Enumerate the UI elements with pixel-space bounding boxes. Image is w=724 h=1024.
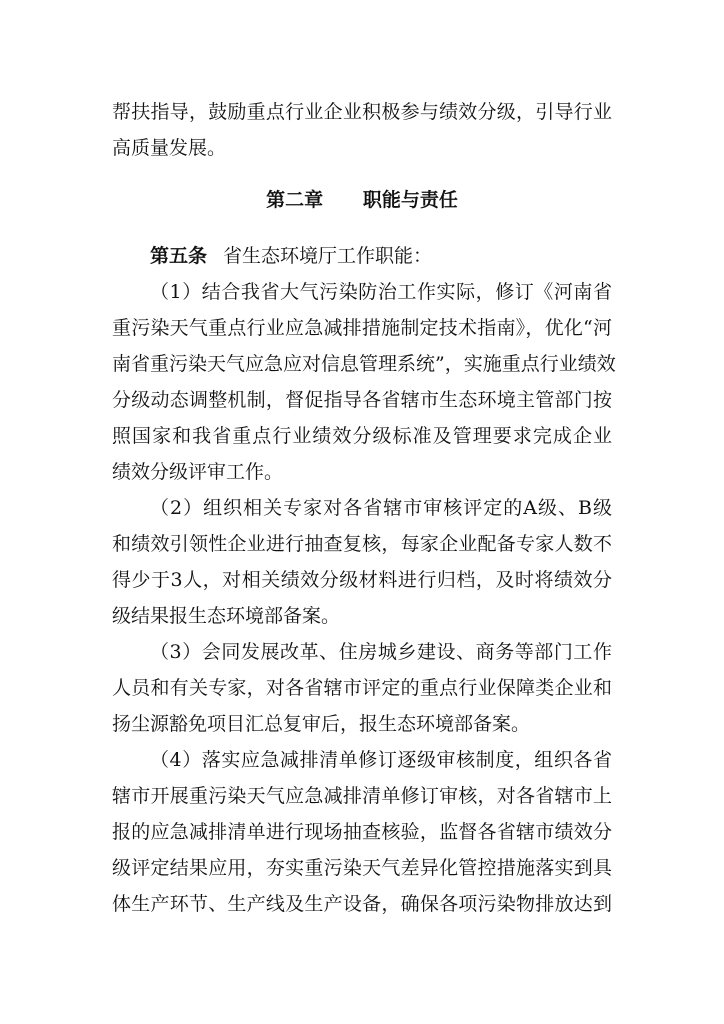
item-1-line: （1）结合我省大气污染防治工作实际，修订《河南省 [150, 281, 612, 303]
paragraph-line: 高质量发展。 [112, 137, 227, 159]
item-2-line: 和绩效引领性企业进行抽查复核，每家企业配备专家人数不 [112, 533, 612, 555]
item-4-line: 辖市开展重污染天气应急减排清单修订审核，对各省辖市上 [112, 785, 612, 807]
chapter-number: 第二章 [266, 189, 324, 211]
item-2-line: 得少于3人，对相关绩效分级材料进行归档，及时将绩效分 [112, 569, 612, 591]
item-1-line: 重污染天气重点行业应急减排措施制定技术指南》，优化“河 [112, 317, 612, 339]
item-4-line: 体生产环节、生产线及生产设备，确保各项污染物排放达到 [112, 893, 612, 915]
article-title: 省生态环境厅工作职能： [223, 245, 433, 267]
item-1-line: 南省重污染天气应急应对信息管理系统”，实施重点行业绩效 [112, 353, 616, 375]
item-1-line: 分级动态调整机制，督促指导各省辖市生态环境主管部门按 [112, 389, 612, 411]
chapter-title: 职能与责任 [362, 189, 458, 211]
item-4-line: （4）落实应急减排清单修订逐级审核制度，组织各省 [150, 749, 612, 771]
item-3-line: 扬尘源豁免项目汇总复审后，报生态环境部备案。 [112, 713, 531, 735]
chapter-heading [0, 180, 724, 220]
item-1-line: 照国家和我省重点行业绩效分级标准及管理要求完成企业 [112, 425, 612, 447]
article-heading [150, 236, 432, 276]
article-number: 第五条 [150, 245, 208, 267]
item-4-line: 报的应急减排清单进行现场抽查核验，监督各省辖市绩效分 [112, 821, 612, 843]
item-2-line: 级结果报生态环境部备案。 [112, 605, 341, 627]
item-2-line: （2）组织相关专家对各省辖市审核评定的A级、B级 [150, 497, 612, 519]
item-3-line: （3）会同发展改革、住房城乡建设、商务等部门工作 [150, 641, 612, 663]
item-4-line: 级评定结果应用，夯实重污染天气差异化管控措施落实到具 [112, 857, 612, 879]
item-1-line: 绩效分级评审工作。 [112, 461, 284, 483]
item-3-line: 人员和有关专家，对各省辖市评定的重点行业保障类企业和 [112, 677, 612, 699]
paragraph-line: 帮扶指导，鼓励重点行业企业积极参与绩效分级，引导行业 [112, 101, 612, 123]
